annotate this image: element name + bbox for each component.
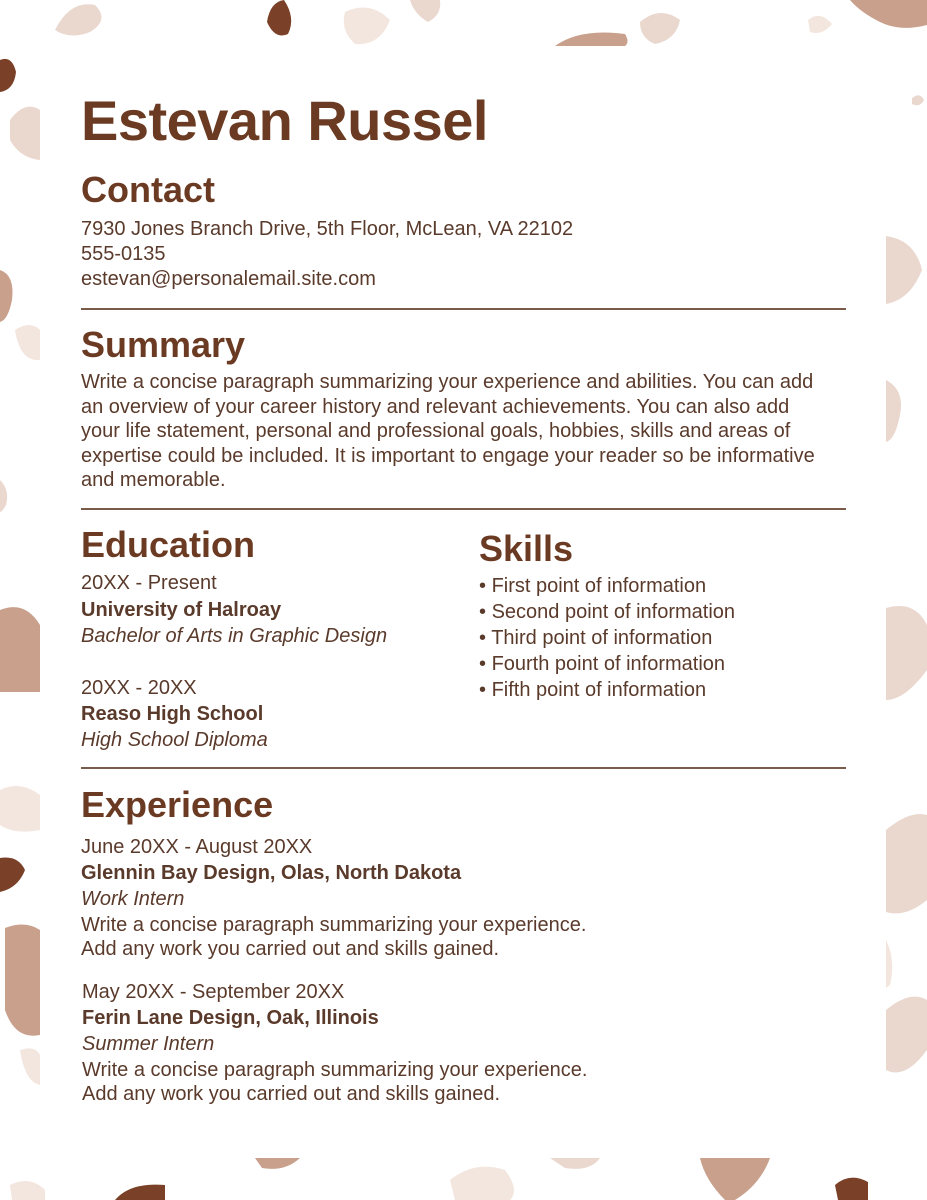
resume-sheet — [40, 46, 886, 1158]
skill-item: • First point of information — [479, 573, 735, 599]
job-company: Glennin Bay Design, Olas, North Dakota — [81, 862, 462, 884]
terrazzo-chip — [850, 0, 927, 28]
terrazzo-chip — [450, 1167, 514, 1200]
job-description: Write a concise paragraph summarizing your experience. — [81, 914, 587, 936]
terrazzo-chip — [700, 1158, 770, 1200]
experience-heading: Experience — [81, 784, 274, 825]
skills-heading: Skills — [479, 528, 574, 569]
terrazzo-chip — [0, 59, 16, 92]
terrazzo-chip — [886, 997, 927, 1073]
terrazzo-chip — [410, 0, 440, 22]
terrazzo-chip — [20, 1048, 40, 1085]
terrazzo-chip — [255, 1158, 300, 1169]
terrazzo-chip — [267, 0, 291, 36]
terrazzo-chip — [344, 8, 390, 45]
terrazzo-chip — [886, 606, 927, 700]
terrazzo-chip — [550, 1158, 600, 1169]
job-role: Work Intern — [81, 888, 185, 910]
education-school: University of Halroay — [81, 599, 282, 621]
education-school: Reaso High School — [81, 703, 264, 725]
section-divider — [81, 308, 846, 310]
job-description: Write a concise paragraph summarizing your experience. — [82, 1059, 588, 1081]
terrazzo-chip — [5, 924, 40, 1035]
terrazzo-chip — [0, 607, 40, 692]
education-degree: High School Diploma — [81, 729, 268, 751]
education-heading: Education — [81, 524, 256, 565]
job-dates: June 20XX - August 20XX — [81, 836, 313, 858]
summary-text: Write a concise paragraph summarizing your experience and abilities. You can add an overview of your career history and relevant achievements. You can also add your life statement, personal and professional goals, hobbies, skills and areas of expertise could be included. It is important to engage your reader so be informative and memorable. — [81, 371, 815, 491]
terrazzo-chip — [886, 236, 922, 304]
terrazzo-chip — [640, 13, 680, 44]
terrazzo-chip — [555, 33, 628, 47]
job-description: Add any work you carried out and skills gained. — [81, 938, 500, 960]
section-divider — [81, 508, 846, 510]
contact-email: estevan@personalemail.site.com — [81, 268, 376, 290]
skill-item: • Fourth point of information — [479, 651, 735, 677]
skill-item: • Fifth point of information — [479, 677, 735, 703]
skills-list — [479, 573, 735, 703]
section-divider — [81, 767, 846, 769]
terrazzo-chip — [886, 380, 901, 442]
contact-phone: 555-0135 — [81, 243, 166, 265]
terrazzo-chip — [886, 940, 892, 988]
job-company: Ferin Lane Design, Oak, Illinois — [82, 1007, 379, 1029]
terrazzo-chip — [15, 325, 40, 360]
terrazzo-chip — [912, 95, 924, 105]
education-degree: Bachelor of Arts in Graphic Design — [81, 625, 388, 647]
terrazzo-chip — [808, 16, 832, 33]
terrazzo-chip — [886, 814, 927, 914]
summary-heading: Summary — [81, 324, 246, 365]
skill-item: • Third point of information — [479, 625, 735, 651]
terrazzo-chip — [55, 4, 101, 35]
job-description: Add any work you carried out and skills gained. — [82, 1083, 501, 1105]
job-dates: May 20XX - September 20XX — [82, 981, 345, 1003]
terrazzo-chip — [115, 1185, 165, 1200]
terrazzo-chip — [0, 270, 13, 322]
terrazzo-chip — [835, 1178, 868, 1200]
job-role: Summer Intern — [82, 1033, 215, 1055]
education-dates: 20XX - Present — [81, 572, 217, 594]
terrazzo-chip — [0, 786, 40, 832]
terrazzo-chip — [10, 107, 40, 160]
candidate-name: Estevan Russel — [81, 89, 488, 152]
terrazzo-chip — [0, 858, 25, 893]
terrazzo-chip — [0, 480, 7, 512]
skill-item: • Second point of information — [479, 599, 735, 625]
contact-address: 7930 Jones Branch Drive, 5th Floor, McLean, VA 22102 — [81, 218, 574, 240]
education-dates: 20XX - 20XX — [81, 677, 197, 699]
contact-heading: Contact — [81, 169, 215, 210]
terrazzo-chip — [10, 1181, 45, 1200]
